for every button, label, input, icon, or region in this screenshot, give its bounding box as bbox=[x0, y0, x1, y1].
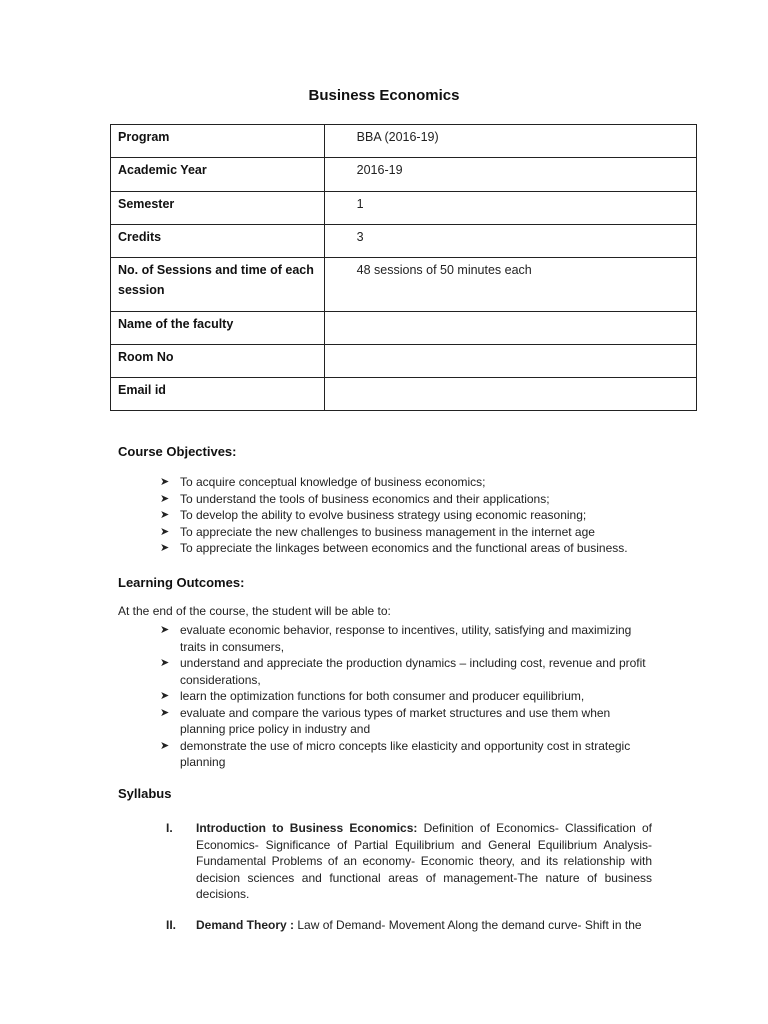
arrow-bullet-icon: ➤ bbox=[160, 690, 170, 702]
row-label: Semester bbox=[111, 192, 325, 225]
row-value bbox=[324, 378, 696, 411]
table-row bbox=[111, 225, 697, 258]
syllabus-item-topic: Demand Theory : bbox=[196, 918, 295, 932]
document-title: Business Economics bbox=[308, 87, 460, 104]
syllabus-item-number: I. bbox=[166, 821, 173, 835]
list-item: ➤ demonstrate the use of micro concepts like elasticity and opportunity cost in strategic planning bbox=[160, 738, 631, 769]
list-item: ➤ To appreciate the linkages between economics and the functional areas of business. bbox=[160, 541, 628, 555]
row-label: Program bbox=[111, 125, 325, 158]
list-item: ➤ To understand the tools of business economics and their applications; bbox=[160, 491, 550, 506]
list-item: ➤ To acquire conceptual knowledge of business economics; bbox=[160, 475, 486, 489]
syllabus-item-text: Law of Demand- Movement Along the demand curve- Shift in the bbox=[294, 918, 642, 932]
list-item: ➤ To develop the ability to evolve business strategy using economic reasoning; bbox=[160, 508, 587, 522]
list-item: ➤ learn the optimization functions for both consumer and producer equilibrium, bbox=[160, 689, 585, 703]
course-objectives-heading: Course Objectives: bbox=[118, 444, 237, 459]
row-label: Email id bbox=[111, 378, 325, 411]
row-value: BBA (2016-19) bbox=[324, 125, 696, 158]
row-label: Academic Year bbox=[111, 158, 325, 192]
table-row bbox=[111, 312, 697, 345]
syllabus-item-body bbox=[196, 917, 652, 934]
table-row bbox=[111, 158, 697, 192]
arrow-bullet-icon: ➤ bbox=[160, 542, 170, 554]
arrow-bullet-icon: ➤ bbox=[160, 739, 170, 752]
arrow-bullet-icon: ➤ bbox=[160, 525, 170, 538]
arrow-bullet-icon: ➤ bbox=[160, 657, 170, 669]
syllabus-item-number: II. bbox=[166, 918, 177, 932]
arrow-bullet-icon: ➤ bbox=[160, 476, 170, 488]
list-item: ➤ understand and appreciate the production dynamics – including cost, revenue and profit considerations, bbox=[160, 656, 646, 687]
syllabus-item-topic: Introduction to Business Economics: bbox=[196, 821, 418, 835]
course-objectives-list bbox=[160, 474, 720, 557]
arrow-bullet-icon: ➤ bbox=[160, 509, 170, 521]
row-label: Credits bbox=[111, 225, 325, 258]
syllabus-item bbox=[118, 820, 652, 903]
table-row bbox=[111, 378, 697, 411]
learning-outcomes-intro: At the end of the course, the student will be able to: bbox=[118, 604, 391, 618]
list-item: ➤ To appreciate the new challenges to business management in the internet age bbox=[160, 524, 595, 539]
course-info-table bbox=[110, 124, 697, 411]
list-item: ➤ evaluate and compare the various types of market structures and use them when planning price policy in industry and bbox=[160, 705, 611, 736]
table-row bbox=[111, 345, 697, 378]
table-row bbox=[111, 125, 697, 158]
syllabus-heading: Syllabus bbox=[118, 786, 172, 801]
learning-outcomes-heading: Learning Outcomes: bbox=[118, 575, 245, 590]
syllabus-item bbox=[118, 917, 652, 934]
arrow-bullet-icon: ➤ bbox=[160, 706, 170, 719]
syllabus-item-body bbox=[196, 820, 652, 903]
list-item: ➤ evaluate economic behavior, response to incentives, utility, satisfying and maximizing traits in consumers, bbox=[160, 623, 632, 654]
row-value bbox=[324, 345, 696, 378]
syllabus-item-text: Definition of Economics- Classification of Economics- Significance of Partial Equilibrium and General Equilibrium Analysis- Fundamental Problems of an economy- Economic theory, and its relationship with decision sciences and functional areas of management-The nature of business decisions. bbox=[196, 821, 652, 902]
arrow-bullet-icon: ➤ bbox=[160, 624, 170, 636]
table-row bbox=[111, 258, 697, 312]
row-value bbox=[324, 312, 696, 345]
table-row bbox=[111, 192, 697, 225]
row-label: No. of Sessions and time of each session bbox=[111, 258, 325, 312]
learning-outcomes-list bbox=[160, 622, 650, 771]
row-label: Name of the faculty bbox=[111, 312, 325, 345]
row-value: 1 bbox=[324, 192, 696, 225]
row-label: Room No bbox=[111, 345, 325, 378]
row-value: 2016-19 bbox=[324, 158, 696, 192]
row-value: 3 bbox=[324, 225, 696, 258]
arrow-bullet-icon: ➤ bbox=[160, 492, 170, 505]
row-value: 48 sessions of 50 minutes each bbox=[324, 258, 696, 312]
